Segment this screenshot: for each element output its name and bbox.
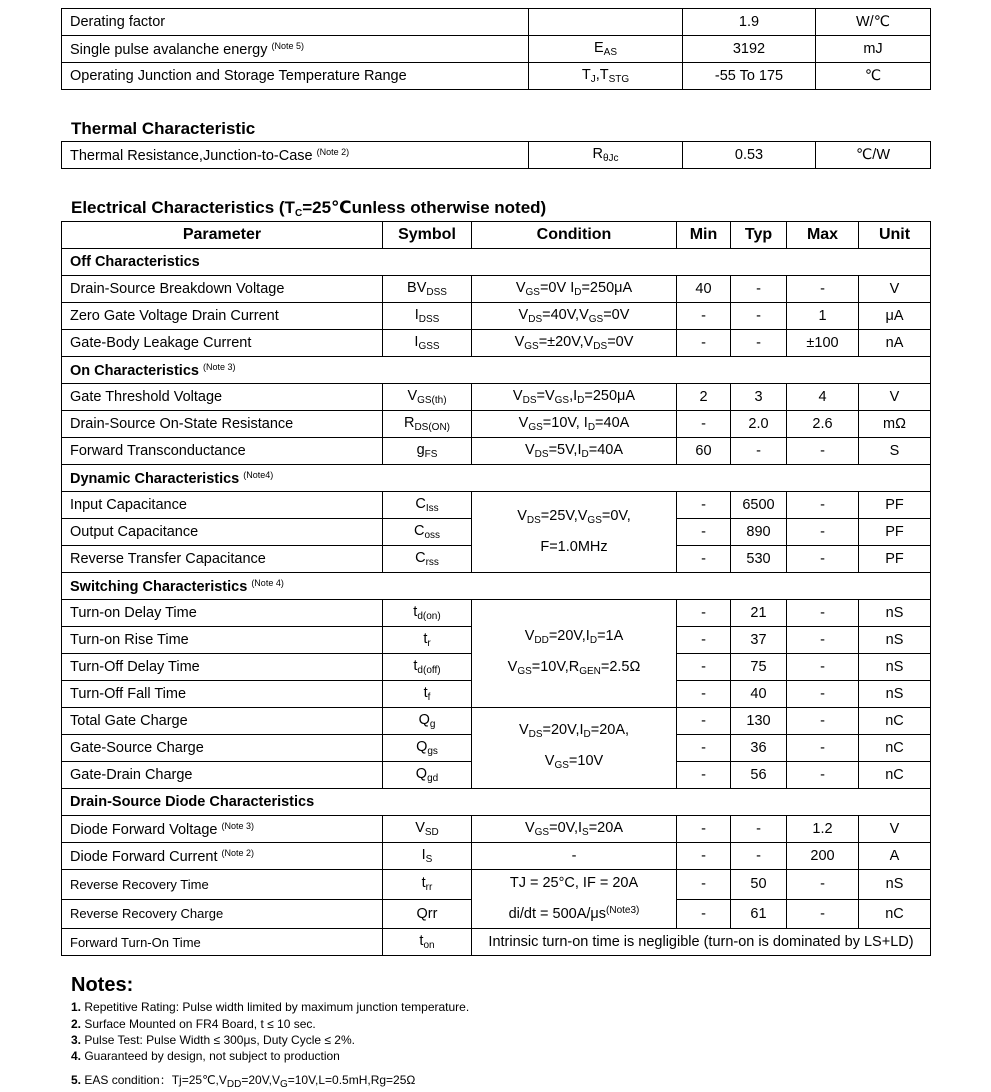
- symbol-cell: [529, 9, 683, 36]
- symbol-cell: $I_{GSS}$: [383, 330, 472, 357]
- table-row: [62, 411, 931, 438]
- min-cell: -: [677, 762, 731, 789]
- symbol-cell: $Q_g$: [383, 708, 472, 735]
- section-row: [62, 249, 931, 276]
- max-cell: 2.6: [787, 411, 859, 438]
- table-row: [62, 9, 931, 36]
- min-cell: -: [677, 546, 731, 573]
- notes-title: Notes:: [71, 974, 134, 996]
- typ-cell: 2.0: [731, 411, 787, 438]
- unit-cell: ℃: [816, 63, 931, 90]
- table-row: [62, 929, 931, 956]
- typ-cell: 21: [731, 600, 787, 627]
- condition-cell: Intrinsic turn-on time is negligible (turn-on is dominated by LS+LD): [472, 929, 931, 956]
- max-cell: -: [787, 870, 859, 900]
- symbol-cell: $C_{Iss}$: [383, 492, 472, 519]
- table-row: [62, 276, 931, 303]
- min-cell: -: [677, 735, 731, 762]
- note-item: 5. EAS condition：$Tj=25℃,V_{DD}=20V,V_G=10V,L=0.5mH,Rg=25\Omega$: [71, 1073, 416, 1090]
- param-cell: Gate-Drain Charge: [62, 762, 383, 789]
- max-cell: -: [787, 735, 859, 762]
- max-cell: -: [787, 546, 859, 573]
- unit-cell: PF: [859, 492, 931, 519]
- typ-cell: 61: [731, 899, 787, 929]
- min-cell: -: [677, 899, 731, 929]
- table-row: [62, 708, 931, 735]
- symbol-cell: $V_{SD}$: [383, 816, 472, 843]
- unit-cell: μA: [859, 303, 931, 330]
- unit-cell: ℃/W: [816, 142, 931, 169]
- header-row: [62, 222, 931, 249]
- electrical-table: [61, 221, 931, 956]
- symbol-cell: $C_{oss}$: [383, 519, 472, 546]
- typ-cell: -: [731, 303, 787, 330]
- typ-cell: 37: [731, 627, 787, 654]
- typ-cell: 890: [731, 519, 787, 546]
- param-cell: Operating Junction and Storage Temperature Range: [62, 63, 529, 90]
- note-item: 1. Repetitive Rating: Pulse width limited by maximum junction temperature.: [71, 1000, 470, 1014]
- thermal-title: Thermal Characteristic: [71, 119, 256, 138]
- symbol-cell: $BV_{DSS}$: [383, 276, 472, 303]
- value-cell: 3192: [683, 36, 816, 63]
- unit-cell: nS: [859, 627, 931, 654]
- typ-cell: 36: [731, 735, 787, 762]
- param-cell: Drain-Source Breakdown Voltage: [62, 276, 383, 303]
- symbol-cell: $t_r$: [383, 627, 472, 654]
- unit-cell: W/℃: [816, 9, 931, 36]
- unit-cell: nC: [859, 708, 931, 735]
- min-cell: -: [677, 627, 731, 654]
- header-symbol: Symbol: [383, 222, 472, 249]
- typ-cell: 130: [731, 708, 787, 735]
- condition-cell: $V_{DS}=V_{GS},I_D=250\mu A$: [472, 384, 677, 411]
- section-row: [62, 573, 931, 600]
- table-row: [62, 438, 931, 465]
- unit-cell: V: [859, 816, 931, 843]
- symbol-cell: $V_{GS(th)}$: [383, 384, 472, 411]
- min-cell: -: [677, 870, 731, 900]
- symbol-cell: $Q_{gs}$: [383, 735, 472, 762]
- max-cell: -: [787, 438, 859, 465]
- param-cell: Turn-on Delay Time: [62, 600, 383, 627]
- electrical-title: Electrical Characteristics ($T_C=25℃unless$ otherwise noted): [71, 198, 547, 219]
- symbol-cell: $t_{d(on)}$: [383, 600, 472, 627]
- symbol-cell: $t_{d(off)}$: [383, 654, 472, 681]
- typ-cell: -: [731, 438, 787, 465]
- unit-cell: mJ: [816, 36, 931, 63]
- table-row: [62, 384, 931, 411]
- param-cell: Diode Forward Current $^{(Note 2)}$: [62, 843, 383, 870]
- table-row: [62, 63, 931, 90]
- min-cell: -: [677, 654, 731, 681]
- min-cell: -: [677, 519, 731, 546]
- min-cell: -: [677, 330, 731, 357]
- table-row: [62, 870, 931, 900]
- unit-cell: nC: [859, 735, 931, 762]
- symbol-cell: $R_{\theta Jc}$: [529, 142, 683, 169]
- section-dynamic: Dynamic Characteristics $^{(Note4)}$: [62, 465, 931, 492]
- table-row: [62, 142, 931, 169]
- value-cell: -55 To 175: [683, 63, 816, 90]
- condition-cell: $V_{DS}=5V,I_D=40A$: [472, 438, 677, 465]
- symbol-cell: $C_{rss}$: [383, 546, 472, 573]
- min-cell: -: [677, 600, 731, 627]
- typ-cell: 40: [731, 681, 787, 708]
- header-parameter: Parameter: [62, 222, 383, 249]
- param-cell: Reverse Recovery Time: [62, 870, 383, 900]
- condition-cell: -: [472, 843, 677, 870]
- symbol-cell: $t_{on}$: [383, 929, 472, 956]
- param-cell: Forward Turn-On Time: [62, 929, 383, 956]
- min-cell: 60: [677, 438, 731, 465]
- min-cell: -: [677, 411, 731, 438]
- typ-cell: 56: [731, 762, 787, 789]
- condition-cell: $V_{GS}=\pm 20V,V_{DS}=0V$: [472, 330, 677, 357]
- max-cell: -: [787, 627, 859, 654]
- max-cell: 4: [787, 384, 859, 411]
- min-cell: -: [677, 843, 731, 870]
- note-item: 2. Surface Mounted on FR4 Board, t ≤ 10 sec.: [71, 1017, 316, 1031]
- max-cell: -: [787, 762, 859, 789]
- unit-cell: A: [859, 843, 931, 870]
- symbol-cell: $T_J,T_{STG}$: [529, 63, 683, 90]
- condition-cell: $V_{DS}=20V,I_D=20A$, $V_{GS}=10V$: [472, 708, 677, 789]
- symbol-cell: $Q_{gd}$: [383, 762, 472, 789]
- symbol-cell: $t_f$: [383, 681, 472, 708]
- typ-cell: -: [731, 330, 787, 357]
- symbol-cell: Qrr: [383, 899, 472, 929]
- table-row: [62, 816, 931, 843]
- max-cell: -: [787, 654, 859, 681]
- min-cell: -: [677, 492, 731, 519]
- unit-cell: nS: [859, 600, 931, 627]
- typ-cell: -: [731, 816, 787, 843]
- unit-cell: mΩ: [859, 411, 931, 438]
- unit-cell: nS: [859, 870, 931, 900]
- min-cell: 40: [677, 276, 731, 303]
- param-cell: Gate Threshold Voltage: [62, 384, 383, 411]
- condition-cell: $V_{GS}=0V,I_S=20A$: [472, 816, 677, 843]
- table-row: [62, 492, 931, 519]
- param-cell: Thermal Resistance,Junction-to-Case $^{(Note 2)}$: [62, 142, 529, 169]
- min-cell: -: [677, 303, 731, 330]
- symbol-cell: $t_{rr}$: [383, 870, 472, 900]
- max-cell: ±100: [787, 330, 859, 357]
- condition-cell: $V_{GS}=10V$, $I_D=40A$: [472, 411, 677, 438]
- unit-cell: nS: [859, 654, 931, 681]
- symbol-cell: $I_S$: [383, 843, 472, 870]
- ratings-table: [61, 8, 931, 90]
- param-cell: Turn-on Rise Time: [62, 627, 383, 654]
- max-cell: -: [787, 600, 859, 627]
- unit-cell: PF: [859, 519, 931, 546]
- unit-cell: nS: [859, 681, 931, 708]
- section-on: On Characteristics $^{(Note 3)}$: [62, 357, 931, 384]
- param-cell: Forward Transconductance: [62, 438, 383, 465]
- table-row: [62, 330, 931, 357]
- thermal-table: [61, 141, 931, 169]
- header-condition: Condition: [472, 222, 677, 249]
- typ-cell: 530: [731, 546, 787, 573]
- unit-cell: PF: [859, 546, 931, 573]
- table-row: [62, 36, 931, 63]
- min-cell: 2: [677, 384, 731, 411]
- param-cell: Reverse Recovery Charge: [62, 899, 383, 929]
- typ-cell: -: [731, 276, 787, 303]
- symbol-cell: $I_{DSS}$: [383, 303, 472, 330]
- unit-cell: nC: [859, 762, 931, 789]
- condition-cell: TJ = 25°C, IF = 20A $di/dt = 500A/\mu s^{(Note3)}$: [472, 870, 677, 929]
- param-cell: Drain-Source On-State Resistance: [62, 411, 383, 438]
- max-cell: 200: [787, 843, 859, 870]
- param-cell: Gate-Source Charge: [62, 735, 383, 762]
- param-cell: Derating factor: [62, 9, 529, 36]
- param-cell: Total Gate Charge: [62, 708, 383, 735]
- min-cell: -: [677, 816, 731, 843]
- symbol-cell: $R_{DS(ON)}$: [383, 411, 472, 438]
- value-cell: 1.9: [683, 9, 816, 36]
- min-cell: -: [677, 708, 731, 735]
- header-max: Max: [787, 222, 859, 249]
- condition-cell: $V_{DD}=20V,I_D=1A$ $V_{GS}=10V,R_{GEN}=2.5\Omega$: [472, 600, 677, 708]
- unit-cell: nC: [859, 899, 931, 929]
- unit-cell: nA: [859, 330, 931, 357]
- unit-cell: V: [859, 276, 931, 303]
- note-item: 4. Guaranteed by design, not subject to production: [71, 1049, 340, 1063]
- max-cell: -: [787, 492, 859, 519]
- unit-cell: S: [859, 438, 931, 465]
- symbol-cell: $g_{FS}$: [383, 438, 472, 465]
- header-unit: Unit: [859, 222, 931, 249]
- table-row: [62, 843, 931, 870]
- section-row: [62, 789, 931, 816]
- section-row: [62, 357, 931, 384]
- param-cell: Output Capacitance: [62, 519, 383, 546]
- condition-cell: $V_{DS}=25V,V_{GS}=0V$, F=1.0MHz: [472, 492, 677, 573]
- note-item: 3. Pulse Test: Pulse Width ≤ 300μs, Duty Cycle ≤ 2%.: [71, 1033, 355, 1047]
- table-row: [62, 303, 931, 330]
- param-cell: Turn-Off Fall Time: [62, 681, 383, 708]
- param-cell: Turn-Off Delay Time: [62, 654, 383, 681]
- typ-cell: 3: [731, 384, 787, 411]
- param-cell: Gate-Body Leakage Current: [62, 330, 383, 357]
- param-cell: Diode Forward Voltage $^{(Note 3)}$: [62, 816, 383, 843]
- section-switching: Switching Characteristics $^{(Note 4)}$: [62, 573, 931, 600]
- param-cell: Zero Gate Voltage Drain Current: [62, 303, 383, 330]
- param-cell: Single pulse avalanche energy $^{(Note 5)}$: [62, 36, 529, 63]
- unit-cell: V: [859, 384, 931, 411]
- max-cell: -: [787, 708, 859, 735]
- section-diode: Drain-Source Diode Characteristics: [62, 789, 931, 816]
- param-cell: Input Capacitance: [62, 492, 383, 519]
- section-row: [62, 465, 931, 492]
- symbol-cell: $E_{AS}$: [529, 36, 683, 63]
- table-row: [62, 600, 931, 627]
- max-cell: -: [787, 899, 859, 929]
- typ-cell: -: [731, 843, 787, 870]
- max-cell: 1: [787, 303, 859, 330]
- max-cell: 1.2: [787, 816, 859, 843]
- condition-cell: $V_{GS}=0V$ $I_D=250\mu A$: [472, 276, 677, 303]
- typ-cell: 75: [731, 654, 787, 681]
- min-cell: -: [677, 681, 731, 708]
- max-cell: -: [787, 681, 859, 708]
- max-cell: -: [787, 519, 859, 546]
- header-min: Min: [677, 222, 731, 249]
- max-cell: -: [787, 276, 859, 303]
- value-cell: 0.53: [683, 142, 816, 169]
- section-off: Off Characteristics: [62, 249, 931, 276]
- condition-cell: $V_{DS}=40V,V_{GS}=0V$: [472, 303, 677, 330]
- typ-cell: 6500: [731, 492, 787, 519]
- param-cell: Reverse Transfer Capacitance: [62, 546, 383, 573]
- header-typ: Typ: [731, 222, 787, 249]
- typ-cell: 50: [731, 870, 787, 900]
